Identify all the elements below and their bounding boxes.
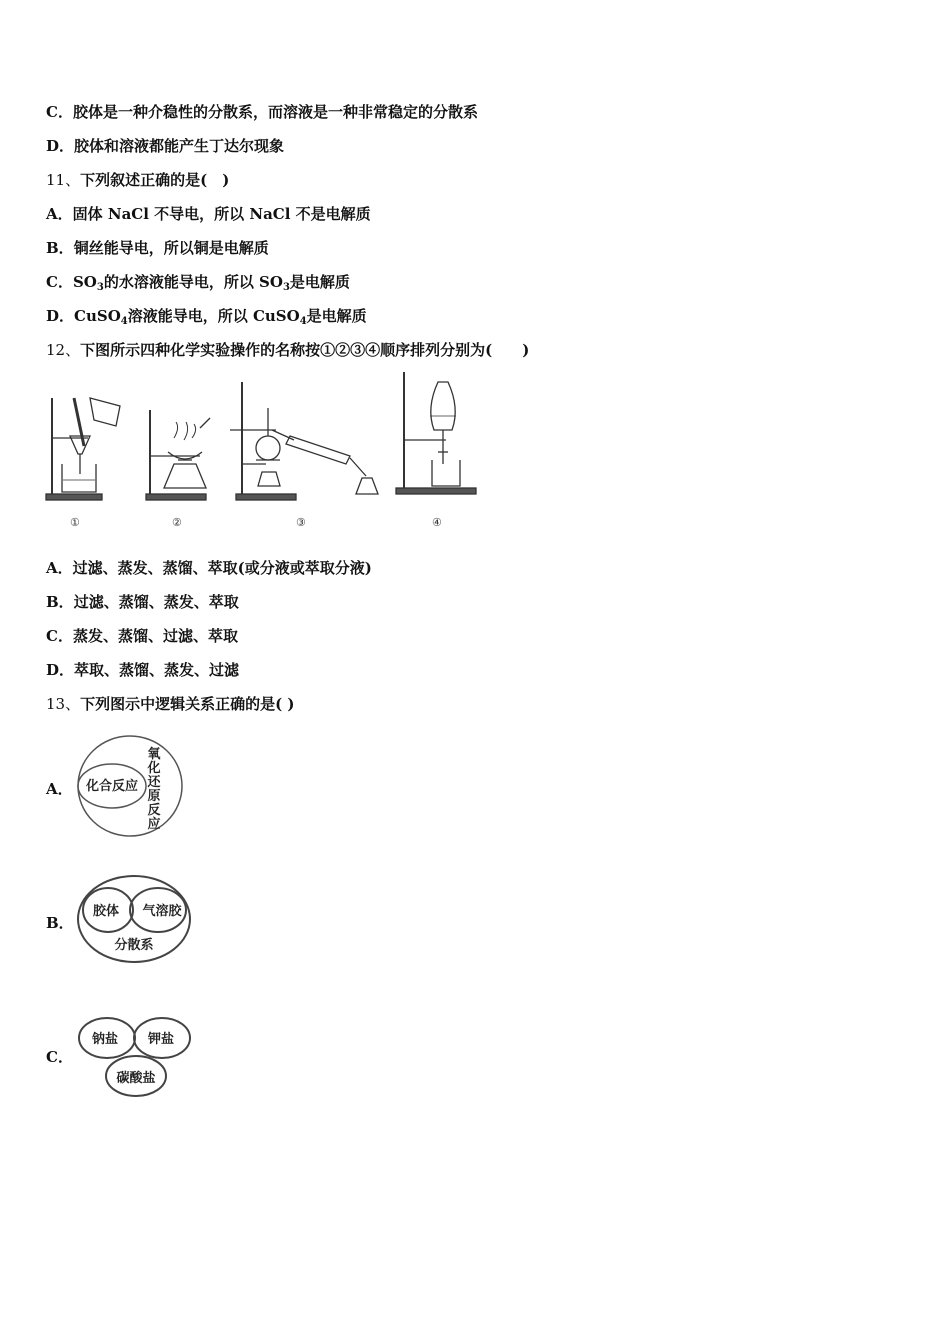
q13-b-right-label: 气溶胶 xyxy=(142,904,182,919)
fig-label-4: ④ xyxy=(432,516,442,529)
q10-option-c: C．胶体是一种介稳性的分散系，而溶液是一种非常稳定的分散系 xyxy=(46,103,478,121)
q12-option-a: A．过滤、蒸发、蒸馏、萃取(或分液或萃取分液) xyxy=(46,559,372,577)
q13-option-b-letter: B． xyxy=(46,914,74,932)
q13-option-a-diagram xyxy=(74,732,186,840)
q13-a-outer-char: 原 xyxy=(147,789,161,804)
q12-option-d: D．萃取、蒸馏、蒸发、过滤 xyxy=(46,661,240,679)
q12-stem: 12、下图所示四种化学实验操作的名称按①②③④顺序排列分别为( ) xyxy=(46,341,530,359)
q12-option-b: B．过滤、蒸馏、蒸发、萃取 xyxy=(46,593,239,611)
lab-apparatus-figure xyxy=(40,368,490,538)
evaporation-apparatus xyxy=(146,410,210,500)
fig-label-3: ③ xyxy=(296,516,306,529)
q13-a-outer-char: 氧 xyxy=(147,747,161,762)
fig-label-2: ② xyxy=(172,516,182,529)
q13-b-left-label: 胶体 xyxy=(92,904,120,919)
fig-label-1: ① xyxy=(70,516,80,529)
separatory-funnel-apparatus xyxy=(396,372,476,494)
q11-option-b: B．铜丝能导电，所以铜是电解质 xyxy=(46,239,269,257)
q11-stem: 11、下列叙述正确的是( ) xyxy=(46,171,230,189)
q13-a-outer-char: 应 xyxy=(147,817,161,832)
q13-c-circle1-label: 钠盐 xyxy=(91,1032,119,1047)
filtration-apparatus xyxy=(46,398,120,500)
q13-a-outer-char: 反 xyxy=(147,803,161,818)
q13-option-c-letter: C． xyxy=(46,1048,73,1066)
q13-b-outer-label: 分散系 xyxy=(114,938,154,953)
q13-a-inner-label: 化合反应 xyxy=(85,779,139,794)
distillation-apparatus xyxy=(230,382,378,500)
q13-c-circle2-label: 钾盐 xyxy=(147,1032,175,1047)
q13-option-b-diagram xyxy=(74,872,194,966)
q13-option-a-letter: A． xyxy=(46,780,73,798)
q13-c-circle3-label: 碳酸盐 xyxy=(116,1071,156,1086)
q13-stem: 13、下列图示中逻辑关系正确的是( ) xyxy=(46,695,295,713)
q11-option-a: A．固体 NaCl 不导电，所以 NaCl 不是电解质 xyxy=(46,205,371,223)
q13-a-outer-char: 化 xyxy=(147,761,161,776)
q11-option-d: D．CuSO$_4$溶液能导电，所以 CuSO$_4$是电解质 xyxy=(46,307,367,327)
q11-option-c: C．$SO_3$的水溶液能导电，所以 $SO_3$是电解质 xyxy=(46,273,350,293)
q10-option-d: D．胶体和溶液都能产生丁达尔现象 xyxy=(46,137,285,155)
q13-option-c-diagram xyxy=(74,1014,194,1100)
q13-a-outer-char: 还 xyxy=(147,775,161,790)
q12-option-c: C．蒸发、蒸馏、过滤、萃取 xyxy=(46,627,238,645)
